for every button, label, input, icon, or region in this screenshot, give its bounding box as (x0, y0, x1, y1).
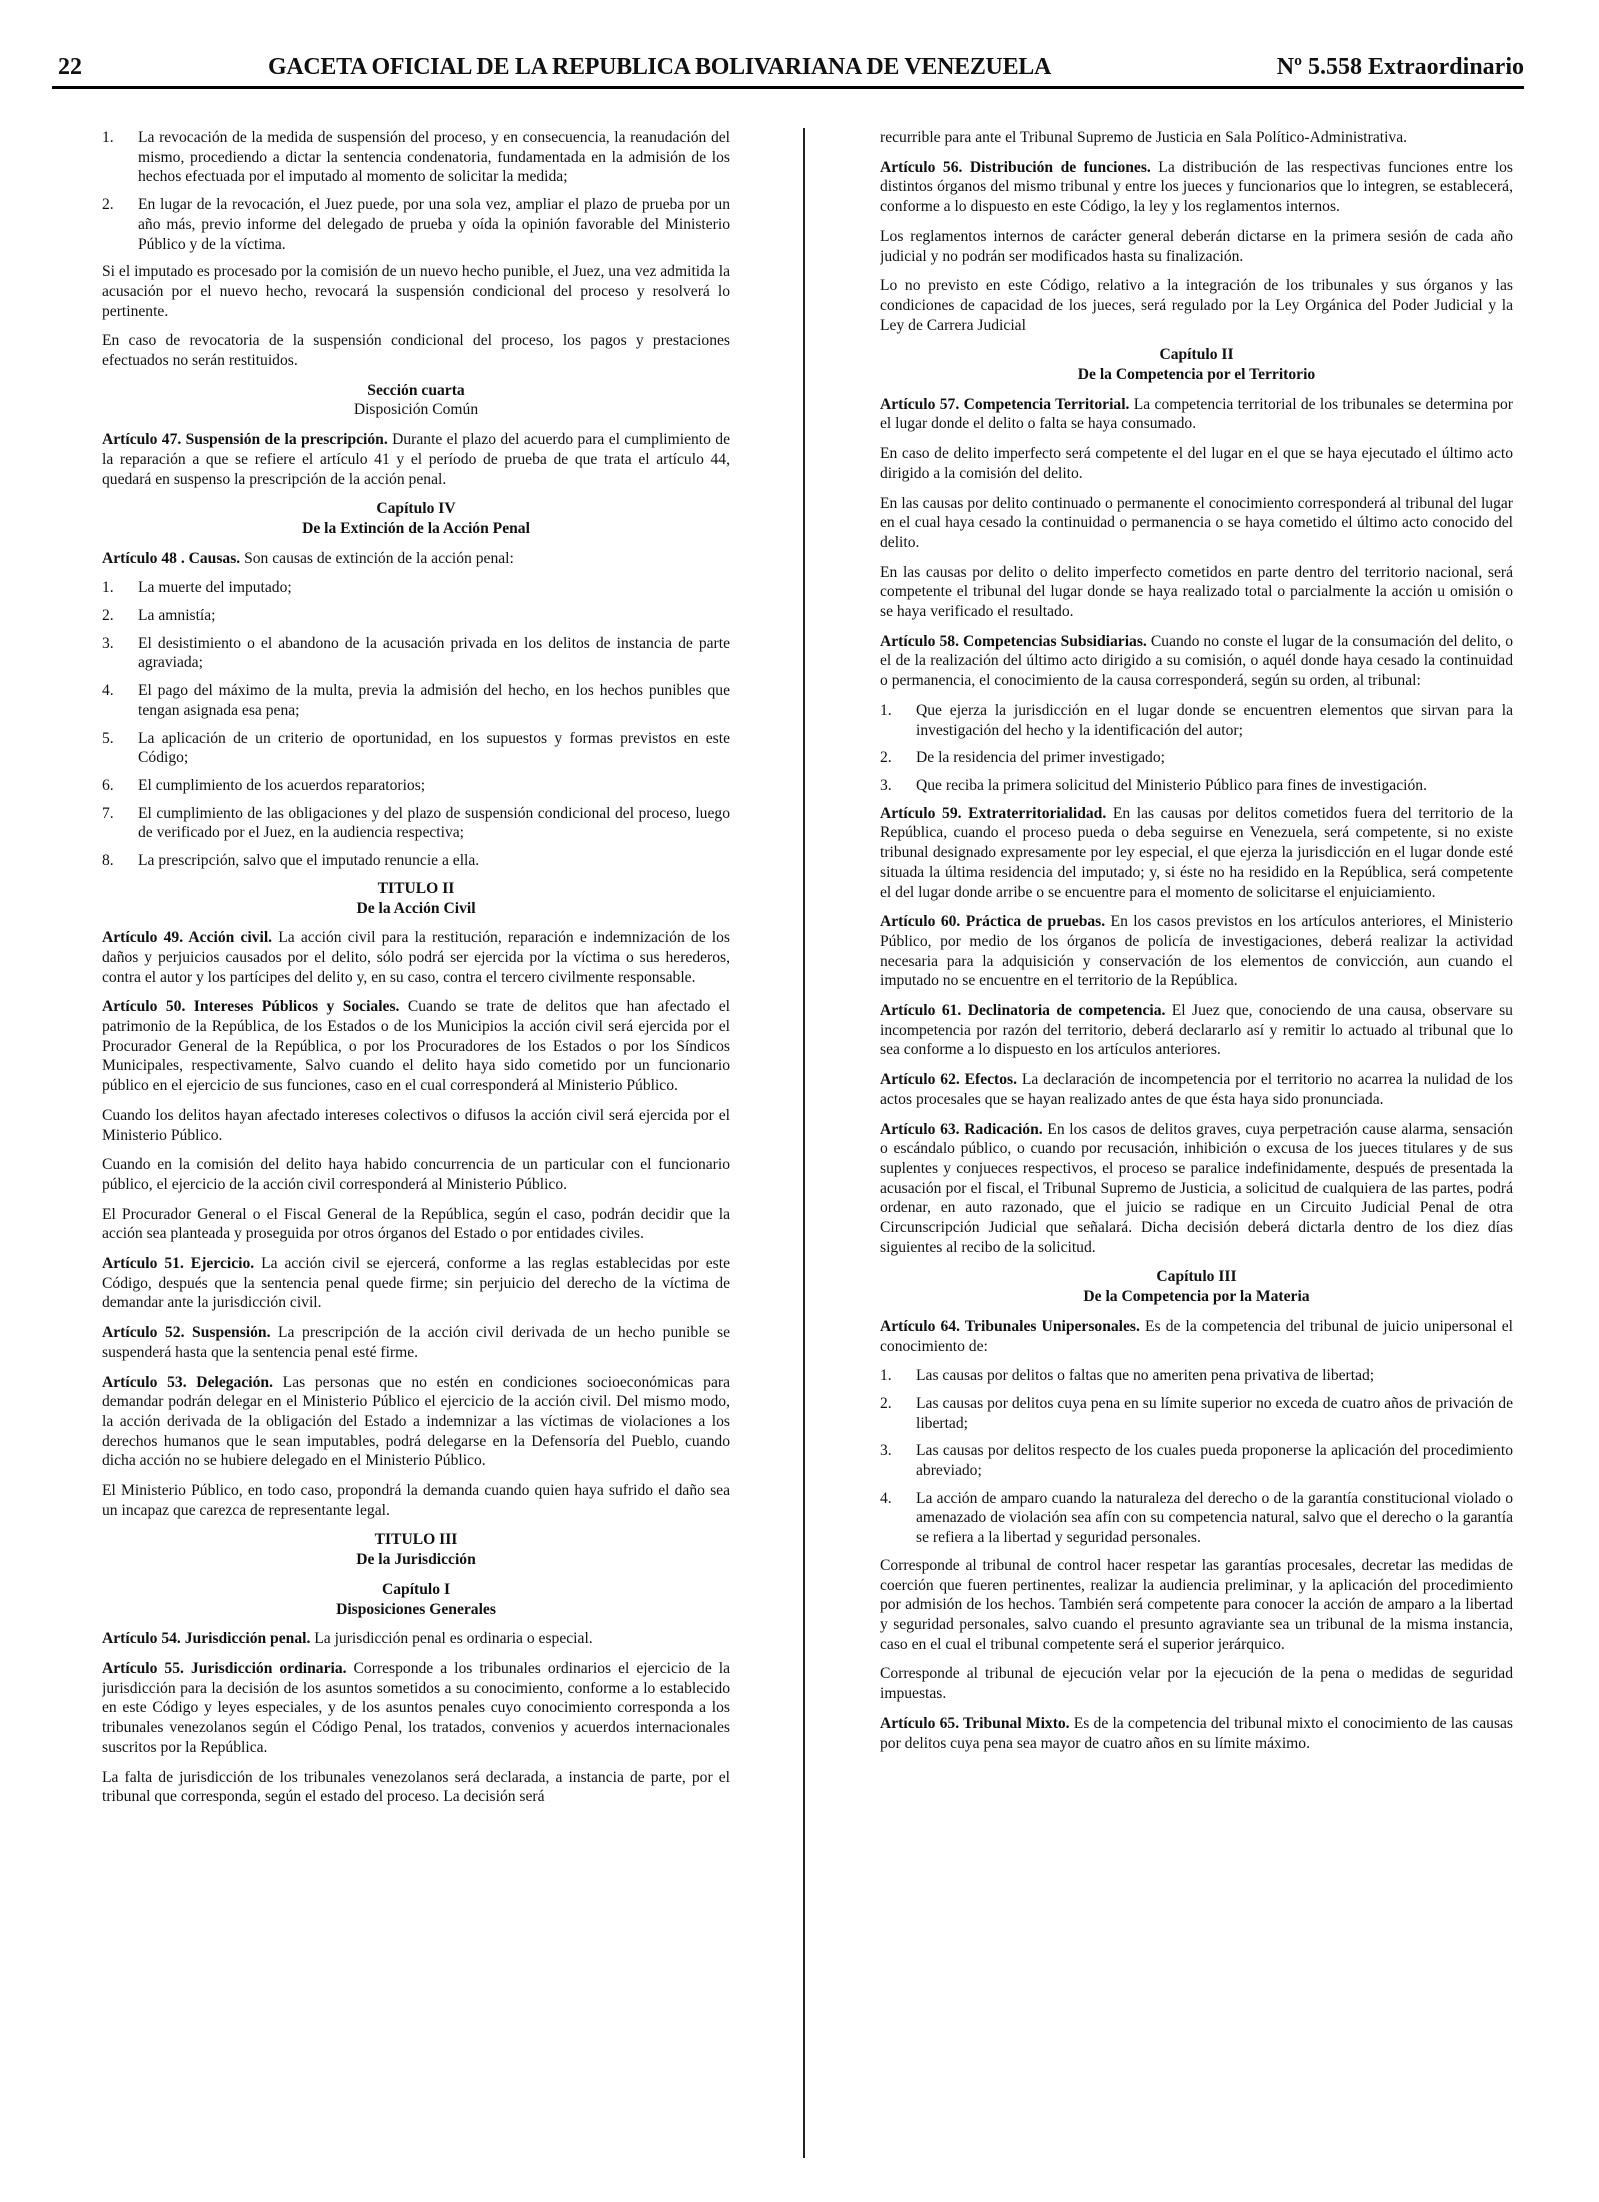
section-title: Sección cuarta (367, 381, 465, 399)
article-heading: Artículo 58. Competencias Subsidiarias. (880, 632, 1147, 650)
list-revocation (102, 128, 730, 254)
article-text: En las causas por delitos cometidos fuera del territorio de la República, cuando el proceso pueda o deba seguirse en Venezuela, será competente, si no existe tribunal designado expresamente por ley especial, el que ejerza la jurisdicción en el lugar donde esté situada la última residencia del imputado; y, si éste no ha residido en la República, será competente el del lugar donde arribe o se encuentre para el momento de solicitarse el enjuiciamiento. (880, 804, 1513, 901)
chapter-subtitle: De la Competencia por el Territorio (1077, 366, 1316, 384)
list-number: 1. (102, 579, 114, 597)
article-text: Las personas que no estén en condiciones socioeconómicas para demandar podrán delegar en el Ministerio Público el ejercicio de la acción civil. Del mismo modo, la acción derivada de la obligación del Estado a indemnizar a las víctimas de violaciones a los derechos humanos que le sean imputables, podrá delegarse en la Defensoría del Pueblo, cuando dicha acción no se hubiere delegado en el Ministerio Público. (102, 1373, 730, 1470)
list-item (102, 195, 730, 254)
paragraph: El Procurador General o el Fiscal General de la República, según el caso, podrán decidir que la acción sea planteada y proseguida por otros órganos del Estado o por entidades civiles. (102, 1205, 730, 1243)
article-text: Es de la competencia del tribunal de juicio unipersonal el conocimiento de: (880, 1317, 1513, 1355)
list-text: Que ejerza la jurisdicción en el lugar donde se encuentren elementos que sirvan para la investigación del hecho y la identificación del autor; (916, 701, 1513, 739)
list-number: 3. (880, 1442, 892, 1460)
article-59 (880, 804, 1513, 903)
article-heading: Artículo 60. Práctica de pruebas. (880, 913, 1106, 931)
article-heading: Artículo 54. Jurisdicción penal. (102, 1630, 311, 1648)
article-text: La prescripción de la acción civil derivada de un hecho punible se suspenderá hasta que la sentencia penal esté firme. (102, 1324, 730, 1361)
list-item (102, 776, 730, 796)
chapter-title: Capítulo II (1159, 346, 1234, 364)
column-divider (803, 128, 805, 2158)
article-61 (880, 1001, 1513, 1060)
article-62 (880, 1070, 1513, 1109)
list-item (102, 578, 730, 598)
list-item (102, 681, 730, 720)
article-60 (880, 912, 1513, 991)
list-text: Que reciba la primera solicitud del Ministerio Público para fines de investigación. (916, 776, 1427, 794)
paragraph: Si el imputado es procesado por la comisión de un nuevo hecho punible, el Juez, una vez admitida la acusación por el nuevo hecho, revocará la suspensión condicional del proceso y resolverá lo pertinente. (102, 263, 730, 320)
list-text: El cumplimiento de los acuerdos reparatorios; (138, 776, 426, 794)
article-heading: Artículo 65. Tribunal Mixto. (880, 1714, 1070, 1732)
list-number: 5. (102, 729, 114, 747)
article-48 (102, 549, 730, 569)
list-text: La muerte del imputado; (138, 579, 292, 597)
article-heading: Artículo 51. Ejercicio. (102, 1255, 255, 1273)
list-text: Las causas por delitos cuya pena en su límite superior no exceda de cuatro años de privación de libertad; (916, 1394, 1513, 1432)
article-heading: Artículo 56. Distribución de funciones. (880, 158, 1151, 176)
list-subsidiary (880, 701, 1513, 796)
article-57 (880, 395, 1513, 434)
paragraph: En caso de delito imperfecto será competente el del lugar en el que se haya ejecutado el último acto dirigido a la comisión del delito. (880, 445, 1513, 482)
paragraph: Corresponde al tribunal de ejecución velar por la ejecución de la pena o medidas de seguridad impuestas. (880, 1665, 1513, 1703)
list-number: 2. (102, 607, 114, 625)
chapter-heading (102, 1580, 730, 1619)
issue-number: Nº 5.558 Extraordinario (1276, 54, 1524, 80)
list-item (102, 128, 730, 187)
title-subtitle: De la Jurisdicción (356, 1551, 476, 1569)
list-text: El pago del máximo de la multa, previa la admisión del hecho, en los hechos punibles que tengan asignada esa pena; (138, 682, 730, 719)
article-heading: Artículo 61. Declinatoria de competencia. (880, 1002, 1166, 1020)
chapter-subtitle: De la Extinción de la Acción Penal (302, 519, 530, 537)
article-54 (102, 1629, 730, 1649)
article-heading: Artículo 62. Efectos. (880, 1071, 1018, 1089)
chapter-heading (880, 1267, 1513, 1306)
paragraph: En las causas por delito continuado o permanente el conocimiento corresponderá al tribunal del lugar en el cual haya cesado la continuidad o permanencia o se haya cometido el último acto conocido del delito. (880, 494, 1513, 551)
article-heading: Artículo 50. Intereses Públicos y Sociales. (102, 998, 400, 1016)
paragraph: En caso de revocatoria de la suspensión condicional del proceso, los pagos y prestaciones efectuados no serán restituidos. (102, 332, 730, 370)
article-text: La competencia territorial de los tribunales se determina por el lugar donde el delito o falta se haya consumado. (880, 395, 1513, 433)
chapter-heading (880, 345, 1513, 384)
article-text: En los casos de delitos graves, cuya perpetración cause alarma, sensación o escándalo público, o cuando por recusación, inhibición o excusa de los jueces titulares y de sus suplentes y conjueces respectivos, el proceso se paralice indefinidamente, después de presentada la acusación por el fiscal, el Tribunal Supremo de Justicia, a solicitud de cualquiera de las partes, podrá ordenar, en auto razonado, que el juicio se radique en un Circuito Judicial Penal de otra Circunscripción Judicial que señalará. Dicha decisión deberá dictarla dentro de los diez días siguientes al recibo de la solicitud. (880, 1120, 1513, 1256)
article-heading: Artículo 47. Suspensión de la prescripción. (102, 431, 388, 449)
paragraph: En las causas por delito o delito imperfecto cometidos en parte dentro del territorio nacional, será competente el tribunal del lugar donde se haya realizado total o parcialmente la acción u omisión o se haya verificado el resultado. (880, 563, 1513, 621)
list-number: 3. (102, 634, 114, 652)
article-65 (880, 1714, 1513, 1753)
list-item (102, 606, 730, 626)
list-text: El desistimiento o el abandono de la acusación privada en los delitos de instancia de parte agraviada; (138, 634, 730, 672)
paragraph: Los reglamentos internos de carácter general deberán dictarse en la primera sesión de cada año judicial y no podrán ser modificados hasta su finalización. (880, 227, 1513, 265)
article-55 (102, 1659, 730, 1758)
list-text: De la residencia del primer investigado; (916, 749, 1165, 767)
article-text: Cuando se trate de delitos que han afectado el patrimonio de la República, de los Estados o de los Municipios la acción civil será ejercida por el Procurador General de la República, o por los Procuradores de los Estados o por los Síndicos Municipales, respectivamente, Salvo cuando el delito haya sido cometido por un funcionario público en el ejercicio de sus funciones, caso en el cual corresponderá al Ministerio Público. (102, 998, 730, 1095)
list-text: La aplicación de un criterio de oportunidad, en los supuestos y formas previstos en este Código; (138, 729, 730, 767)
article-47 (102, 430, 730, 489)
article-text: La declaración de incompetencia por el territorio no acarrea la nulidad de los actos procesales que se hayan realizado antes de que ésta haya sido pronunciada. (880, 1071, 1513, 1108)
article-58 (880, 632, 1513, 691)
article-heading: Artículo 55. Jurisdicción ordinaria. (102, 1660, 347, 1677)
list-item (880, 1366, 1513, 1386)
article-text: El Juez que, conociendo de una causa, observare su incompetencia por razón del territorio, deberá declararlo así y remitir lo actuado al tribunal que lo sea conforme a lo dispuesto en los artículos anteriores. (880, 1002, 1513, 1059)
list-number: 1. (880, 1367, 892, 1385)
paragraph: Corresponde al tribunal de control hacer respetar las garantías procesales, decretar las medidas de coerción que fueren pertinentes, realizar la audiencia preliminar, y la aplicación del procedimiento por admisión de los hechos. También será competente para conocer la acción de amparo a la libertad y seguridad personales, salvo cuando el presunto agraviante sea un tribunal de la misma instancia, caso en el cual el tribunal competente será el superior jerárquico. (880, 1556, 1513, 1653)
left-column (102, 128, 730, 2168)
article-heading: Artículo 53. Delegación. (102, 1373, 273, 1391)
list-text: La acción de amparo cuando la naturaleza del derecho o de la garantía constitucional violado o amenazado de violación sea afín con su competencia natural, salvo que el derecho o la garantía se refiera a la libertad y seguridad personales. (916, 1489, 1513, 1547)
list-text: Las causas por delitos o faltas que no ameriten pena privativa de libertad; (916, 1367, 1375, 1385)
page-number: 22 (58, 54, 82, 80)
list-extinction-causes (102, 578, 730, 870)
list-text: La prescripción, salvo que el imputado renuncie a ella. (138, 852, 480, 870)
paragraph: recurrible para ante el Tribunal Supremo de Justicia en Sala Político-Administrativa. (880, 129, 1408, 146)
section-subtitle: Disposición Común (353, 401, 479, 419)
list-number: 7. (102, 804, 114, 822)
article-49 (102, 928, 730, 987)
list-number: 1. (880, 701, 892, 719)
gazette-title: GACETA OFICIAL DE LA REPUBLICA BOLIVARIANA DE VENEZUELA (268, 54, 1052, 80)
list-item (102, 729, 730, 768)
article-heading: Artículo 63. Radicación. (880, 1120, 1043, 1138)
list-text: La revocación de la medida de suspensión del proceso, y en consecuencia, la reanudación del mismo, procediendo a dictar la sentencia condenatoria, fundamentada en la admisión de los hechos efectuada por el imputado al momento de solicitar la medida; (138, 129, 730, 186)
paragraph: Cuando en la comisión del delito haya habido concurrencia de un particular con el funcionario público, el ejercicio de la acción civil corresponderá al Ministerio Público. (102, 1156, 730, 1193)
list-text: Las causas por delitos respecto de los cuales pueda proponerse la aplicación del procedimiento abreviado; (916, 1442, 1513, 1480)
title-heading (102, 879, 730, 918)
list-number: 4. (102, 682, 114, 700)
article-text: Cuando no conste el lugar de la consumación del delito, o el de la realización del último acto dirigido a su comisión, o aquél donde haya cesado la continuidad o permanencia, el conocimiento de la causa corresponderá, según su orden, al tribunal: (880, 632, 1513, 690)
list-number: 2. (102, 196, 114, 214)
section-heading (102, 381, 730, 420)
list-number: 8. (102, 852, 114, 870)
article-56 (880, 158, 1513, 217)
article-heading: Artículo 52. Suspensión. (102, 1324, 271, 1342)
list-number: 1. (102, 129, 114, 146)
paragraph: Lo no previsto en este Código, relativo a la integración de los tribunales y sus órganos y las condiciones de capacidad de los jueces, será regulado por la Ley Orgánica del Poder Judicial y la Ley de Carrera Judicial (880, 277, 1513, 334)
article-64 (880, 1317, 1513, 1356)
article-50 (102, 997, 730, 1096)
list-item (102, 634, 730, 673)
article-63 (880, 1120, 1513, 1258)
article-heading: Artículo 59. Extraterritorialidad. (880, 804, 1107, 822)
gazette-header (52, 52, 1524, 89)
chapter-heading (102, 499, 730, 538)
article-text: Son causas de extinción de la acción penal: (240, 549, 514, 567)
article-53 (102, 1373, 730, 1472)
paragraph: Cuando los delitos hayan afectado intereses colectivos o difusos la acción civil será ejercida por el Ministerio Público. (102, 1106, 730, 1144)
list-number: 2. (880, 749, 892, 767)
paragraph: La falta de jurisdicción de los tribunales venezolanos será declarada, a instancia de parte, por el tribunal que corresponda, según el estado del proceso. La decisión será (102, 1768, 730, 1806)
article-text: Corresponde a los tribunales ordinarios el ejercicio de la jurisdicción para la decisión de los asuntos sometidos a su conocimiento, conforme a lo establecido en este Código y leyes especiales, y de los asuntos penales cuyo conocimiento corresponda a los tribunales venezolanos según el Código Penal, los tratados, convenios y acuerdos internacionales suscritos por la República. (102, 1660, 730, 1756)
list-item (880, 748, 1513, 768)
article-text: La acción civil se ejercerá, conforme a las reglas establecidas por este Código, después que la sentencia penal quede firme; sin perjuicio del derecho de la víctima de demandar ante la jurisdicción civil. (102, 1255, 730, 1312)
chapter-subtitle: De la Competencia por la Materia (1083, 1288, 1310, 1306)
right-column (880, 128, 1513, 2168)
list-item (880, 776, 1513, 796)
article-text: En los casos previstos en los artículos anteriores, el Ministerio Público, por medio de los órganos de policía de investigaciones, deberá realizar la actividad necesaria para la adquisición y conservación de los elementos de convicción, aun cuando el imputado no se encuentre en el territorio de la República. (880, 913, 1513, 990)
list-number: 4. (880, 1489, 892, 1507)
article-text: La jurisdicción penal es ordinaria o especial. (310, 1630, 593, 1648)
chapter-subtitle: Disposiciones Generales (336, 1600, 496, 1618)
paragraph: El Ministerio Público, en todo caso, propondrá la demanda cuando quien haya sufrido el daño sea un incapaz que carezca de representante legal. (102, 1482, 730, 1519)
article-text: La distribución de las respectivas funciones entre los distintos órganos del mismo tribunal y entre los jueces y funcionarios que lo integren, se establecerá, conforme a lo dispuesto en este Código, la ley y los reglamentos internos. (880, 158, 1513, 216)
chapter-title: Capítulo IV (376, 500, 456, 518)
list-item (880, 1441, 1513, 1480)
list-text: La amnistía; (138, 607, 216, 625)
chapter-title: Capítulo III (1156, 1268, 1237, 1286)
article-text: Es de la competencia del tribunal mixto el conocimiento de las causas por delitos cuya pena sea mayor de cuatro años en su límite máximo. (880, 1714, 1513, 1752)
title-subtitle: De la Acción Civil (356, 899, 476, 917)
title-heading (102, 1530, 730, 1569)
chapter-title: Capítulo I (381, 1580, 451, 1598)
article-heading: Artículo 49. Acción civil. (102, 929, 273, 947)
list-item (880, 701, 1513, 740)
list-number: 6. (102, 776, 114, 794)
article-51 (102, 1254, 730, 1313)
article-heading: Artículo 57. Competencia Territorial. (880, 395, 1130, 413)
list-item (102, 804, 730, 843)
title-label: TITULO II (377, 879, 455, 897)
article-text: Durante el plazo del acuerdo para el cumplimiento de la reparación a que se refiere el artículo 41 y el período de prueba de que trata el artículo 44, quedará en suspenso la prescripción de la acción penal. (102, 431, 730, 488)
article-52 (102, 1323, 730, 1362)
article-text: La acción civil para la restitución, reparación e indemnización de los daños y perjuicios causados por el delito, sólo podrá ser ejercida por la víctima o sus herederos, contra el autor y los partícipes del delito y, en su caso, contra el tercero civilmente responsable. (102, 929, 730, 986)
title-label: TITULO III (374, 1531, 458, 1549)
list-item (880, 1394, 1513, 1433)
article-heading: Artículo 64. Tribunales Unipersonales. (880, 1317, 1140, 1335)
list-number: 2. (880, 1394, 892, 1412)
list-text: El cumplimiento de las obligaciones y del plazo de suspensión condicional del proceso, luego de verificado por el Juez, en la audiencia respectiva; (138, 804, 730, 842)
article-heading: Artículo 48 . Causas. (102, 549, 241, 567)
list-unipersonal (880, 1366, 1513, 1548)
list-item (880, 1489, 1513, 1548)
list-item (102, 851, 730, 871)
list-text: En lugar de la revocación, el Juez puede, por una sola vez, ampliar el plazo de prueba por un año más, previo informe del delegado de prueba y oída la opinión favorable del Ministerio Público y de la víctima. (138, 196, 730, 253)
list-number: 3. (880, 776, 892, 794)
